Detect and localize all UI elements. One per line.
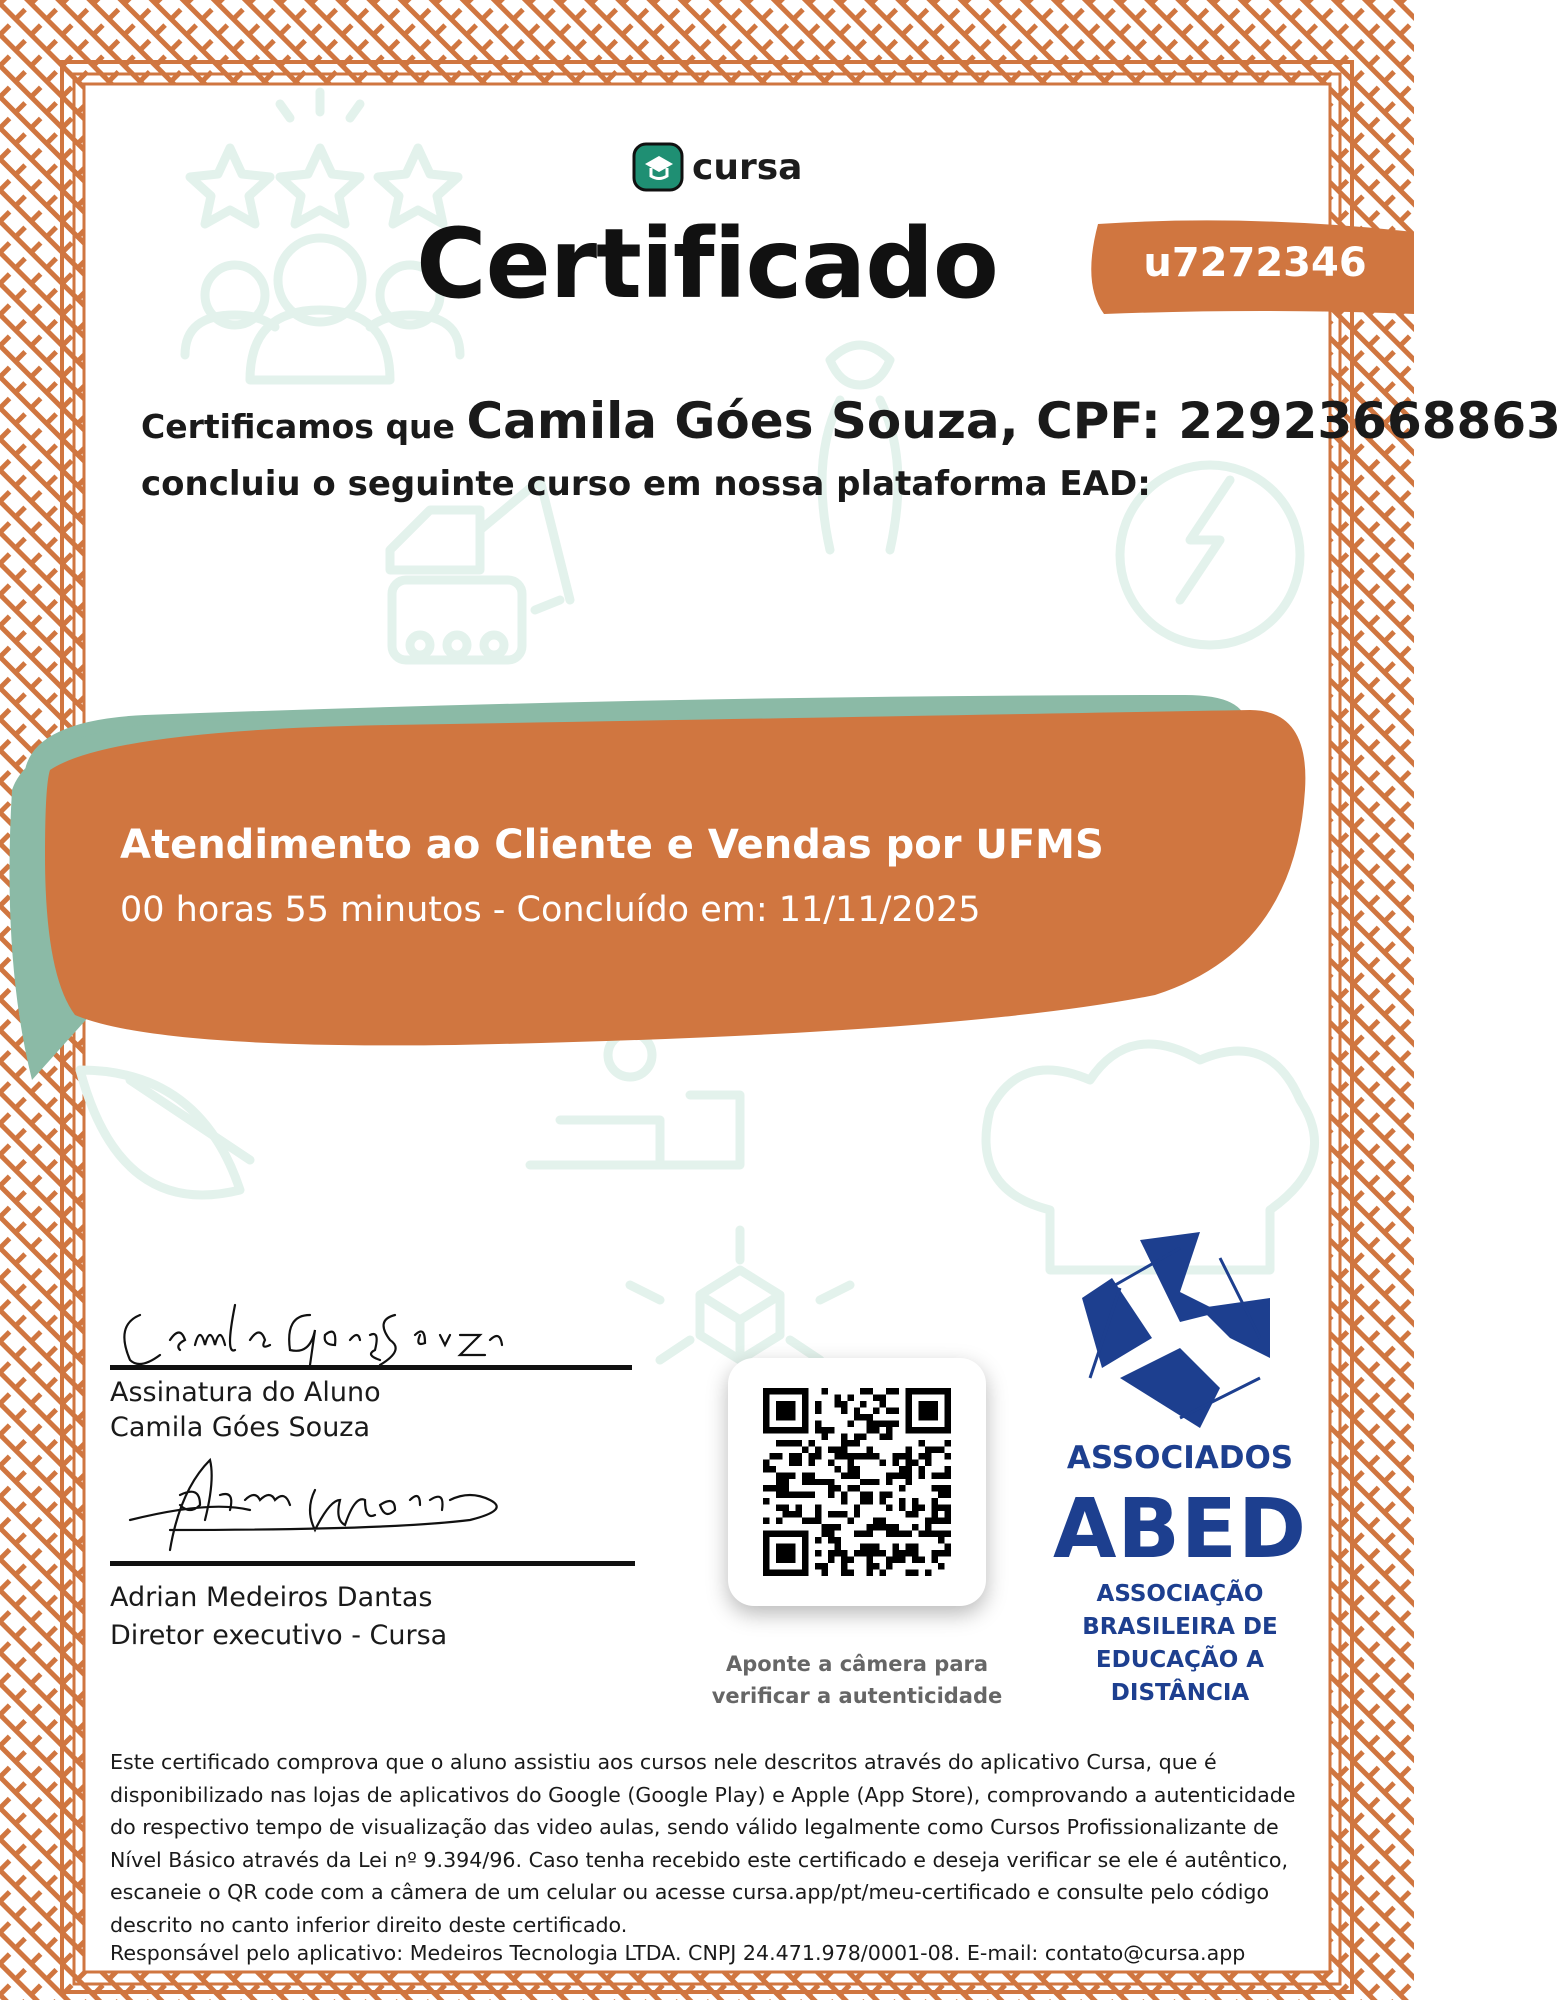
excavator-icon [390,480,570,660]
stars-icon [190,92,458,224]
director-name: Adrian Medeiros Dantas [110,1582,433,1613]
qr-caption: Aponte a câmera para verificar a autenticidade [711,1652,1003,1708]
student-name-cpf: Camila Góes Souza, CPF: 22923668863 [466,392,1561,450]
course-banner [0,680,1414,1060]
footer-responsible: Responsável pelo aplicativo: Medeiros Tecnologia LTDA. CNPJ 24.471.978/0001-08. E-mail: contato@cursa.app [110,1941,1246,1965]
cursa-logo-text: cursa [692,146,803,188]
verification-qr-code[interactable] [763,1388,951,1576]
student-signature-label: Assinatura do Aluno [110,1377,381,1408]
cursa-logo-icon [632,140,686,194]
student-signature [110,1295,510,1375]
certification-statement [141,392,1561,450]
footer-legal-text: Este certificado comprova que o aluno assistiu aos cursos nele descritos através do aplicativo Cursa, que é disponibilizado nas lojas de aplicativos do Google (Google Play) e Apple (App Store), comprovando a autenticidade do respectivo tempo de visualização das video aulas, sendo válido legalmente como Cursos Profissionalizante de Nível Básico através da Lei nº 9.394/96. Caso tenha recebido este certificado e deseja verificar se ele é autêntico, escaneie o QR code com a câmera de um celular ou acesse cursa.app/pt/meu-certificado e consulte pelo código descrito no canto inferior direito deste certificado. [110,1750,1296,1937]
welder-icon [80,1070,250,1195]
cursa-logo [632,140,802,194]
course-duration-completion: 00 horas 55 minutos - Concluído em: 11/11/2025 [120,890,981,930]
student-signature-name: Camila Góes Souza [110,1412,371,1443]
director-role: Diretor executivo - Cursa [110,1620,448,1651]
box-arrows-icon [630,1230,850,1360]
course-title: Atendimento ao Cliente e Vendas por UFMS [120,822,1104,868]
statement-line-2: concluiu o seguinte curso em nossa plataforma EAD: [141,464,1151,504]
abed-logo-icon [1030,1228,1330,1438]
director-signature [110,1450,530,1560]
abed-acronym: ABED [1052,1482,1308,1577]
abed-full-name: ASSOCIAÇÃO BRASILEIRA DE EDUCAÇÃO A DISTÂNCIA [1082,1581,1278,1706]
statement-prefix: Certificamos que [141,407,455,446]
student-signature-line [110,1365,632,1370]
abed-associados-label: ASSOCIADOS [1066,1440,1294,1476]
certificate-title: Certificado [416,208,998,320]
director-signature-line [110,1561,635,1566]
certificate-code: u7272346 [1143,240,1367,286]
